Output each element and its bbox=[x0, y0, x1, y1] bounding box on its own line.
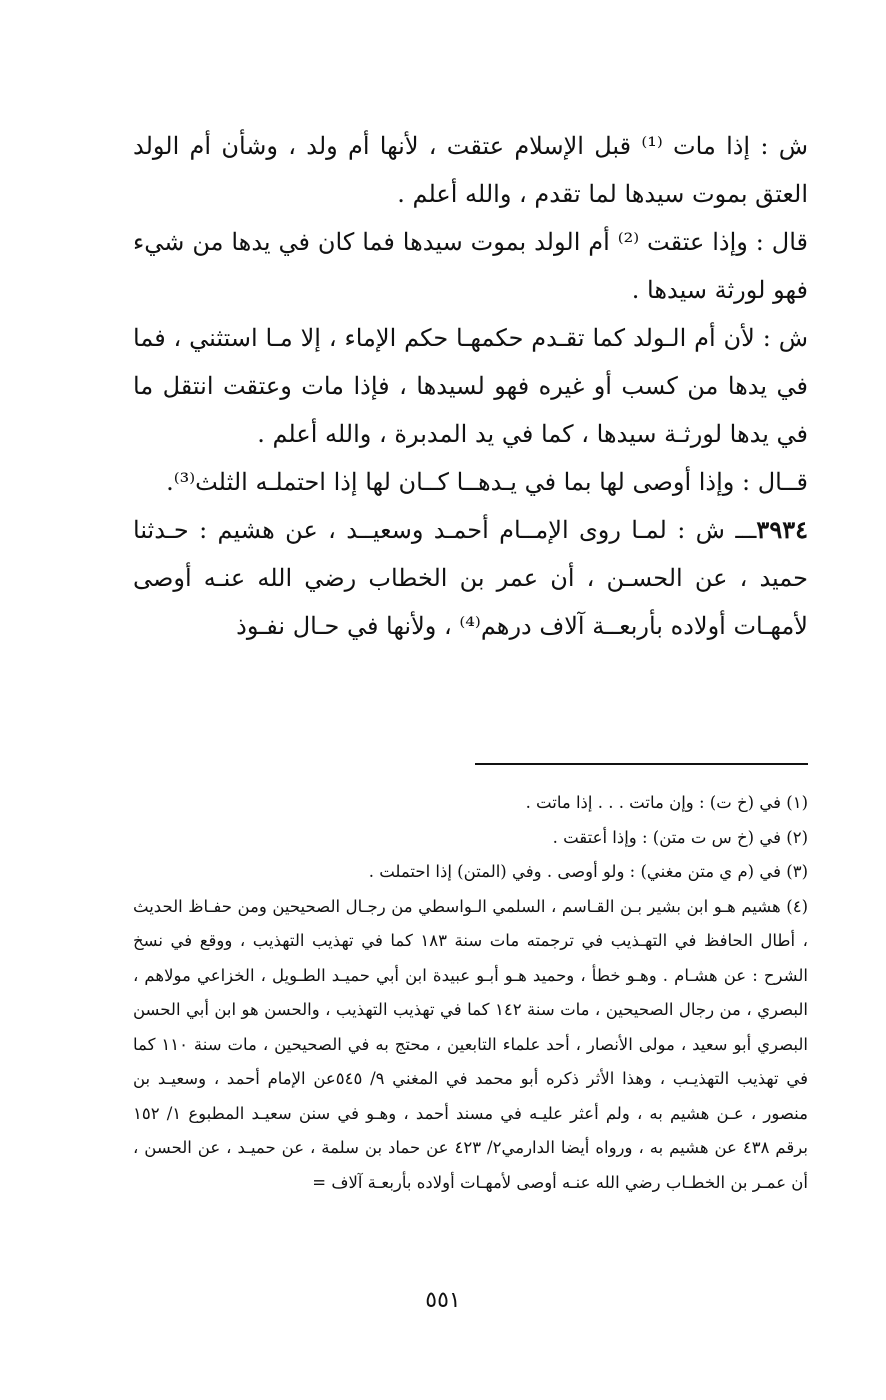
footnote-divider bbox=[475, 763, 808, 765]
paragraph-commentary-1: ش : إذا مات ⁽¹⁾ قبل الإسلام عتقت ، لأنها أم ولد ، وشأن أم الولد العتق بموت سيدها لما تقدم ، والله أعلم . bbox=[133, 132, 808, 208]
paragraph-numbered-3934 bbox=[133, 506, 808, 650]
footnotes bbox=[133, 786, 808, 1200]
paragraph-commentary-2: ش : لأن أم الـولد كما تقـدم حكمهـا حكم الإماء ، إلا مـا استثني ، فما في يدها من كسب أو غيره فهو لسيدها ، فإذا مات وعتقت انتقل ما في يدها لورثـة سيدها ، كما في يد المدبرة ، والله أعلم . bbox=[133, 324, 808, 448]
paragraph-text-qala-2: قــال : وإذا أوصى لها بما في يـدهــا كــان لها إذا احتملـه الثلث⁽³⁾. bbox=[166, 468, 808, 496]
entry-dash: ـــ bbox=[735, 516, 757, 544]
footnote-1: (١) في (خ ت) : وإن ماتت . . . إذا ماتت . bbox=[525, 793, 808, 812]
paragraph-numbered-text: ش : لمـا روى الإمــام أحمـد وسعيــد ، عن هشيم : حـدثنا حميد ، عن الحسـن ، أن عمر بن الخطاب رضي الله عنـه أوصى لأمهـات أولاده بأربعــة آلاف درهم⁽⁴⁾ ، ولأنها في حـال نفـوذ bbox=[133, 516, 808, 640]
footnote-2: (٢) في (خ س ت متن) : وإذا أعتقت . bbox=[552, 827, 808, 847]
main-text bbox=[133, 122, 808, 650]
footnote-3: (٣) في (م ي متن مغني) : ولو أوصى . وفي (المتن) إذا احتملت . bbox=[368, 862, 808, 881]
page-number: ٥٥١ bbox=[425, 1288, 461, 1313]
entry-number: ٣٩٣٤ bbox=[756, 515, 808, 544]
footnote-4: (٤) هشيم هـو ابن بشير بـن القـاسم ، السلمي الـواسطي من رجـال الصحيحين ومن حفـاظ الحديث ، أطال الحافظ في التهـذيب في ترجمته مات سنة ١٨٣ كما في تهذيب التهذيب ، ووقع في نسخ الشرح : عن هشـام . وهـو خطأ ، وحميد هـو أبـو عبيدة ابن أبي حميـد الطـويل ، الخزاعي مولاهم ، البصري ، من رجال الصحيحين ، مات سنة ١٤٢ كما في تهذيب التهذيب ، والحسن هو ابن أبي الحسن البصري أبو سعيد ، مولى الأنصار ، أحد علماء التابعين ، محتج به في الصحيحين ، مات سنة ١١٠ كما في تهذيب التهذيـب ، وهذا الأثر ذكره أبو محمد في المغني ٩/ ٥٤٥عن الإمام أحمد ، وسعيـد بن منصور ، عـن هشيم به ، ولم أعثر عليـه في مسند أحمد ، وهـو في سنن سعيـد المطبوع ١/ ١٥٢ برقم ٤٣٨ عن هشيم به ، ورواه أيضا الدارمي٢/ ٤٢٣ عن حماد بن سلمة ، عن حميـد ، عن الحسن ، أن عمـر بن الخطـاب رضي الله عنـه أوصى لأمهـات أولاده بأربعـة آلاف = bbox=[133, 896, 809, 1192]
paragraph-text-qala-1: قال : وإذا عتقت ⁽²⁾ أم الولد بموت سيدها فما كان في يدها من شيء فهو لورثة سيدها . bbox=[133, 228, 809, 304]
